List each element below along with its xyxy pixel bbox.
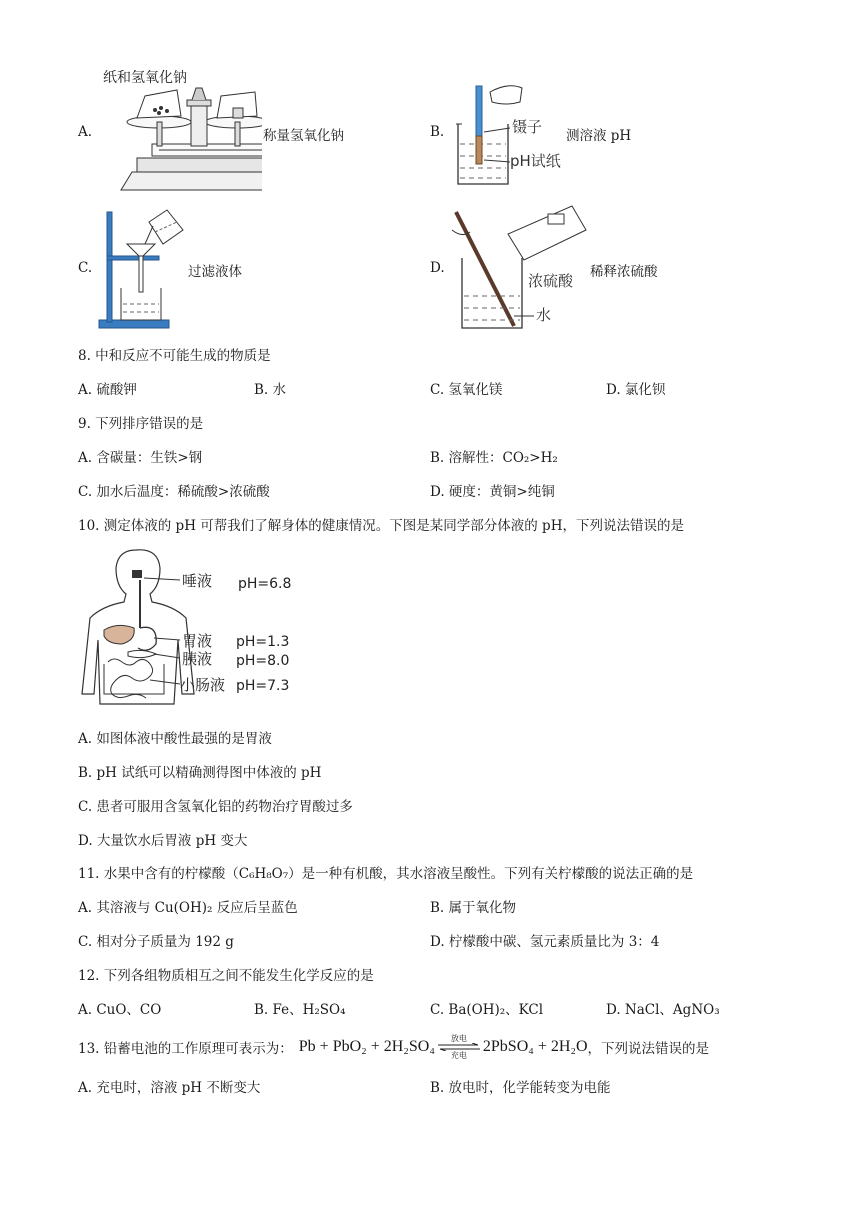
water-label: 水 bbox=[536, 306, 552, 324]
q13-equation-left: Pb + PbO₂ + 2H₂SO₄ bbox=[298, 1038, 435, 1055]
body-fluid-figure bbox=[78, 544, 310, 712]
q13-option-b[interactable]: B. 放电时，化学能转变为电能 bbox=[430, 1080, 611, 1096]
q12-stem: 12. 下列各组物质相互之间不能发生化学反应的是 bbox=[78, 968, 374, 984]
q12-option-d[interactable]: D. NaCl、AgNO₃ bbox=[606, 1002, 720, 1018]
q10-option-a[interactable]: A. 如图体液中酸性最强的是胃液 bbox=[78, 731, 272, 747]
q7-option-c-caption: 过滤液体 bbox=[188, 264, 242, 280]
balance-label: 纸和氢氧化钠 bbox=[103, 70, 187, 86]
q9-option-b[interactable]: B. 溶解性：CO₂>H₂ bbox=[430, 450, 558, 466]
q8-option-a[interactable]: A. 硫酸钾 bbox=[78, 382, 137, 398]
gastric-juice-label: 胃液 bbox=[182, 632, 213, 650]
q11-option-a[interactable]: A. 其溶液与 Cu(OH)₂ 反应后呈蓝色 bbox=[78, 900, 298, 916]
q13-equation-right: 2PbSO₄ + 2H₂O bbox=[482, 1038, 588, 1055]
q12-option-a[interactable]: A. CuO、CO bbox=[78, 1002, 162, 1018]
q8-option-b[interactable]: B. 水 bbox=[254, 382, 287, 398]
q13-stem-line bbox=[78, 1034, 709, 1060]
conc-acid-label: 浓硫酸 bbox=[528, 272, 574, 290]
q8-option-c[interactable]: C. 氢氧化镁 bbox=[430, 382, 503, 398]
q7-option-a-caption: 称量氢氧化钠 bbox=[263, 128, 344, 144]
q13-stem-start: 13. 铅蓄电池的工作原理可表示为： bbox=[78, 1041, 293, 1057]
tweezers-label: 镊子 bbox=[512, 118, 543, 136]
pancreatic-juice-label: 胰液 bbox=[182, 650, 213, 668]
q13-option-a[interactable]: A. 充电时，溶液 pH 不断变大 bbox=[78, 1080, 261, 1096]
balance-figure bbox=[97, 60, 262, 200]
q7-option-a-letter: A. bbox=[78, 124, 93, 140]
q11-option-b[interactable]: B. 属于氧化物 bbox=[430, 900, 517, 916]
q7-option-d-caption: 稀释浓硫酸 bbox=[590, 264, 658, 280]
q7-option-b-caption: 测溶液 pH bbox=[566, 128, 632, 144]
saliva-label: 唾液 bbox=[182, 572, 213, 590]
q10-option-d[interactable]: D. 大量饮水后胃液 pH 变大 bbox=[78, 833, 248, 849]
q9-option-d[interactable]: D. 硬度：黄铜>纯铜 bbox=[430, 484, 555, 500]
reversible-arrow bbox=[438, 1034, 480, 1060]
intestinal-juice-ph: pH=7.3 bbox=[236, 678, 290, 694]
q9-option-a[interactable]: A. 含碳量：生铁>钢 bbox=[78, 450, 203, 466]
ph-test-figure bbox=[448, 80, 568, 188]
q12-option-c[interactable]: C. Ba(OH)₂、KCl bbox=[430, 1002, 544, 1018]
q8-stem: 8. 中和反应不可能生成的物质是 bbox=[78, 348, 271, 364]
pancreatic-juice-ph: pH=8.0 bbox=[236, 653, 290, 669]
q13-stem-end: ，下列说法错误的是 bbox=[587, 1041, 710, 1057]
q9-option-c[interactable]: C. 加水后温度：稀硫酸>浓硫酸 bbox=[78, 484, 270, 500]
q10-stem: 10. 测定体液的 pH 可帮我们了解身体的健康情况。下图是某同学部分体液的 pH，下列说法错误的是 bbox=[78, 518, 684, 534]
q9-stem: 9. 下列排序错误的是 bbox=[78, 416, 204, 432]
q12-option-b[interactable]: B. Fe、H₂SO₄ bbox=[254, 1002, 346, 1018]
dilution-figure bbox=[448, 204, 588, 334]
gastric-juice-ph: pH=1.3 bbox=[236, 634, 290, 650]
reversible-arrow-icon bbox=[438, 1043, 480, 1051]
q10-option-c[interactable]: C. 患者可服用含氢氧化铝的药物治疗胃酸过多 bbox=[78, 799, 353, 815]
arrow-discharge-label: 放电 bbox=[450, 1034, 467, 1043]
q7-option-b-letter: B. bbox=[430, 124, 445, 140]
q11-stem: 11. 水果中含有的柠檬酸（C₆H₈O₇）是一种有机酸，其水溶液呈酸性。下列有关柠檬酸的说法正确的是 bbox=[78, 866, 694, 882]
saliva-ph: pH=6.8 bbox=[238, 576, 292, 592]
q8-option-d[interactable]: D. 氯化钡 bbox=[606, 382, 666, 398]
intestinal-juice-label: 小肠液 bbox=[180, 676, 226, 694]
q10-option-b[interactable]: B. pH 试纸可以精确测得图中体液的 pH bbox=[78, 765, 322, 781]
q11-option-c[interactable]: C. 相对分子质量为 192 g bbox=[78, 934, 234, 950]
q7-option-c-letter: C. bbox=[78, 260, 93, 276]
ph-paper-label: pH试纸 bbox=[510, 152, 561, 170]
q11-option-d[interactable]: D. 柠檬酸中碳、氢元素质量比为 3：4 bbox=[430, 934, 660, 950]
q7-option-d-letter: D. bbox=[430, 260, 445, 276]
filtration-figure bbox=[97, 204, 187, 332]
arrow-charge-label: 充电 bbox=[450, 1051, 467, 1060]
